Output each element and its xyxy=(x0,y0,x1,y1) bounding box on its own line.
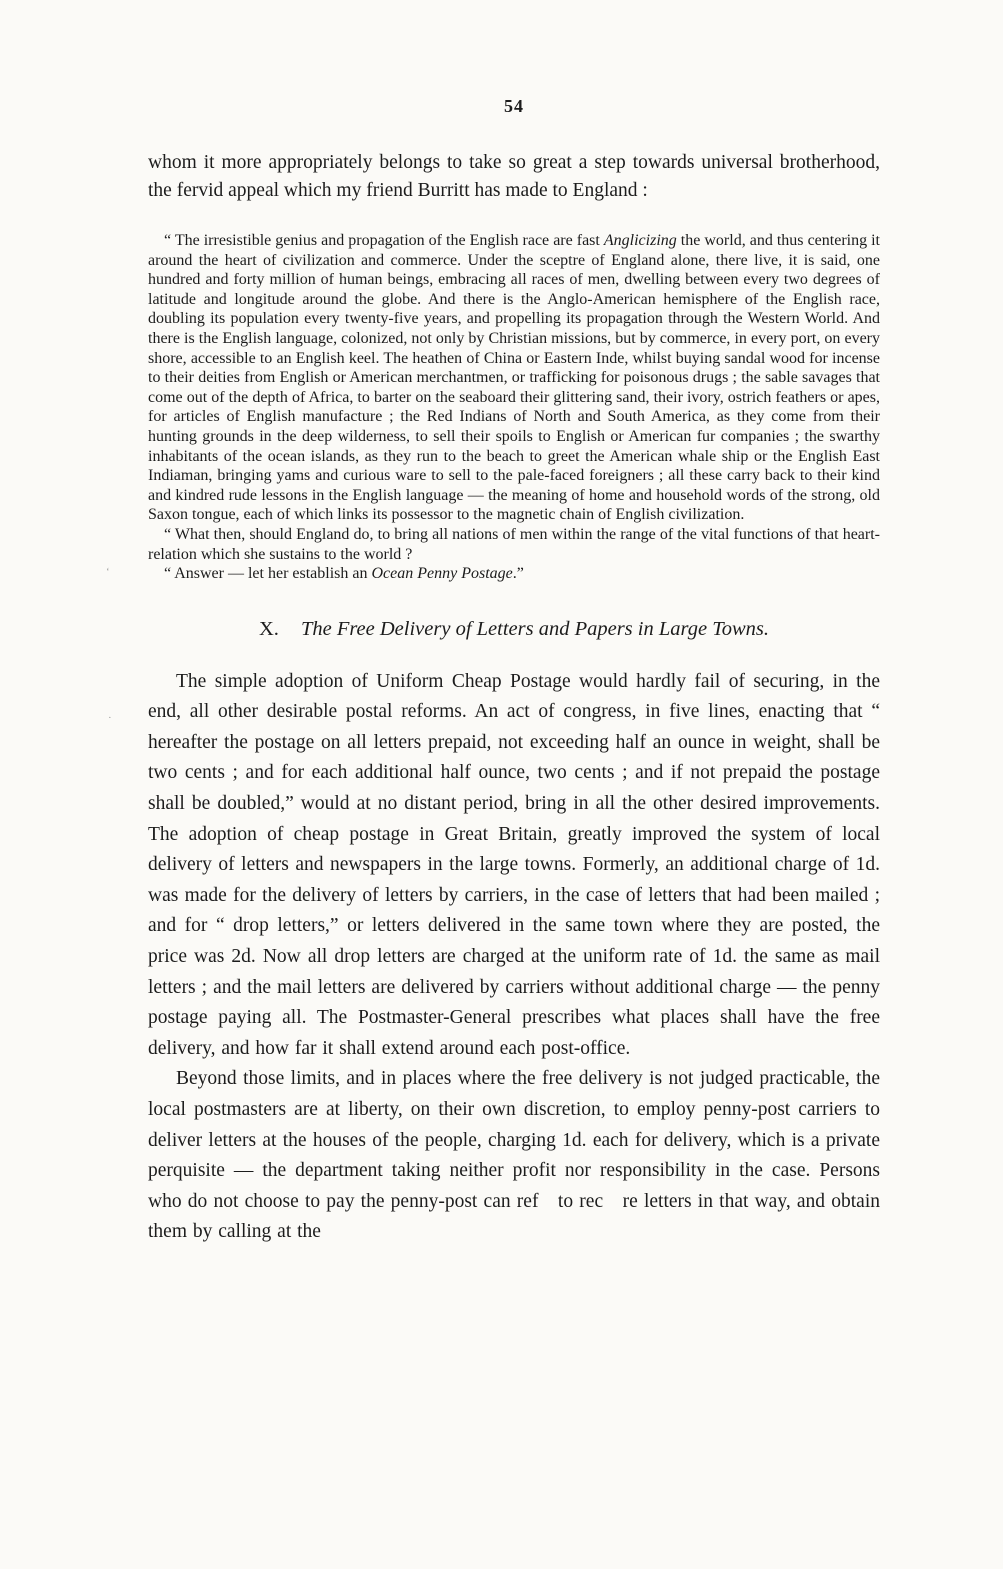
quoted-passage xyxy=(148,231,880,584)
quote-paragraph-1 xyxy=(148,231,880,525)
section-numeral: X. xyxy=(259,617,279,640)
scan-artifact-mark: · xyxy=(108,712,112,724)
scan-artifact-mark: ‘ xyxy=(106,566,110,578)
quote-text: “ Answer — let her establish an xyxy=(164,565,372,583)
quote-text: “ The irresistible genius and propagation of the English race are fast xyxy=(164,232,604,249)
quote-italic-anglicizing: Anglicizing xyxy=(603,232,677,249)
section-heading xyxy=(148,618,880,641)
section-title: The Free Delivery of Letters and Papers in Large Towns. xyxy=(300,617,769,640)
quote-text: .” xyxy=(512,565,524,583)
quote-italic-ocean-penny-postage: Ocean Penny Postage xyxy=(371,565,513,583)
page-number: 54 xyxy=(504,96,524,116)
quote-paragraph-3 xyxy=(148,564,880,584)
body-paragraph-2: Beyond those limits, and in places where the free delivery is not judged practicable, the local postmasters are at liberty, on their own discretion, to employ penny-post carriers to deliver letters at the houses of the people, charging 1d. each for delivery, which is a private perquisite — the department taking neither profit nor responsibility in the case. Persons who do not choose to pay the penny-post can ref to rec re letters in that way, and obtain them by calling at the xyxy=(148,1068,880,1243)
body-paragraph-1: The simple adoption of Uniform Cheap Postage would hardly fail of securing, in the end, all other desirable postal reforms. An act of congress, in five lines, enacting that “ hereafter the postage on all letters prepaid, not exceeding half an ounce in weight, shall be two cents ; and for each additional half ounce, two cents ; and if not prepaid the postage shall be doubled,” would at no distant period, bring in all the other desired improvements. The adoption of cheap postage in Great Britain, greatly improved the system of local delivery of letters and newspapers in the large towns. Formerly, an additional charge of 1d. was made for the delivery of letters by carriers, in the case of letters that had been mailed ; and for “ drop letters,” or letters delivered in the same town where they are posted, the price was 2d. Now all drop letters are charged at the uniform rate of 1d. the same as mail letters ; and the mail letters are delivered by carriers without additional charge — the penny postage paying all. The Postmaster-General prescribes what places shall have the free delivery, and how far it shall extend around each post-office. xyxy=(148,670,880,1059)
quote-text: the world, and thus centering it around the heart of civilization and commerce. Under the sceptre of England alone, there live, it is said, one hundred and forty million of human beings, embracing all races of men, dwelling between every two degrees of latitude and longitude around the globe. And there is the Anglo-American hemisphere of the English race, doubling its population every twenty-five years, and propelling its propagation through the Western World. And there is the English language, colonized, not only by Christian missions, but by commerce, in every port, on every shore, accessible to an English keel. The heathen of China or Eastern Inde, whilst buying sandal wood for incense to their deities from English or American merchantmen, or trafficking for poisonous drugs ; the sable savages that come out of the depth of Africa, to barter on the seaboard their glittering sand, their ivory, ostrich feathers or apes, for articles of English manufacture ; the Red Indians of North and South America, as they come from their hunting grounds in the deep wilderness, to sell their spoils to English or American fur companies ; the swarthy inhabitants of the ocean islands, as they run to the beach to greet the American whale ship or the English East Indiaman, bringing yams and curious ware to sell to the pale-faced foreigners ; all these carry back to their kind and kindred rude lessons in the English language — the meaning of home and household words of the strong, old Saxon tongue, each of which links its possessor to the magnetic chain of English civilization. xyxy=(148,232,881,524)
intro-paragraph: whom it more appropriately belongs to take so great a step towards universal brotherhood, the fervid appeal which my friend Burritt has made to England : xyxy=(148,152,880,201)
quote-paragraph-2: “ What then, should England do, to bring all nations of men within the range of the vital functions of that heart-relation which she sustains to the world ? xyxy=(148,525,880,563)
